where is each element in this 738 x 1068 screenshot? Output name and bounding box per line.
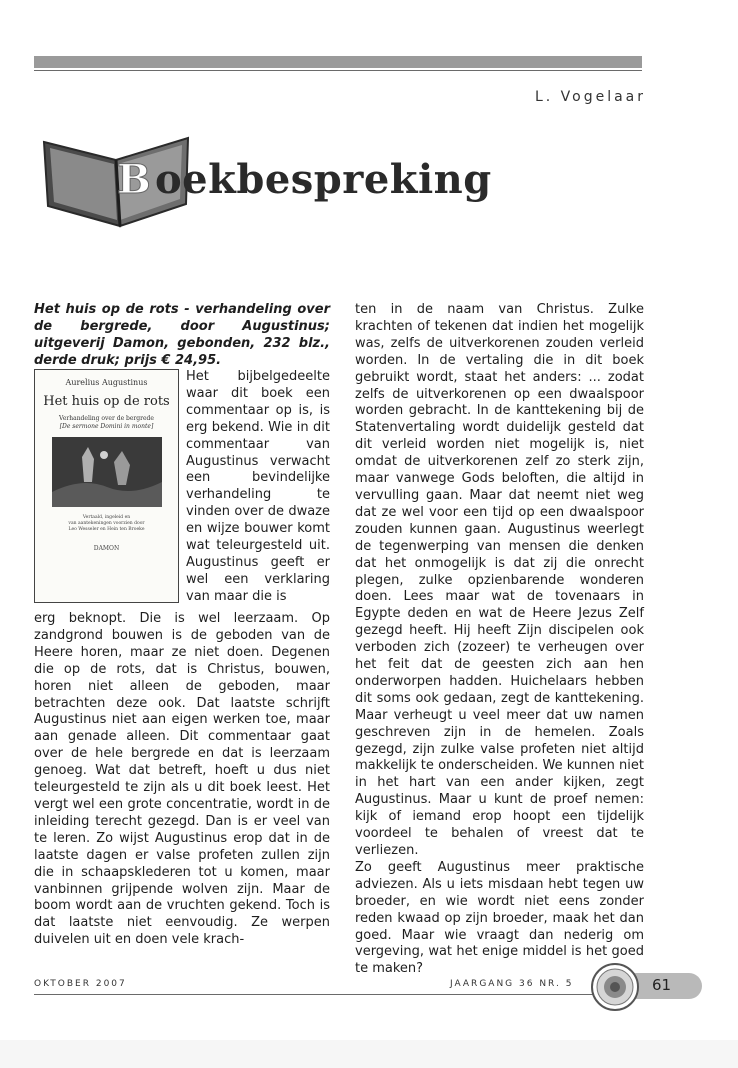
- article-author: L. Vogelaar: [534, 89, 646, 105]
- cover-title: Het huis op de rots: [43, 394, 170, 409]
- review-body-right-1: ten in de naam van Christus. Zulke krachten of tekenen dat indien het mogelijk was, zelfs de uitverkorenen zouden verleid worden. In de vertaling die in dit boek gebruikt wordt, staat het anders: ... zodat zelfs de uitverkorenen op een dwaalspoor worden gebracht. In de kanttekening bij de Statenvertaling wordt duidelijk gesteld dat dit verleid worden niet mogelijk is, niet omdat de uitverkorenen zelf zo sterk zijn, maar vanwege Gods beloften, die altijd in vervulling gaan. Maar dat neemt niet weg dat ze wel voor een tijd op een dwaalspoor zouden kunnen gaan. Augustinus weerlegt de tegenwerping van mensen die denken dat het onmogelijk is dat zij die onrecht plegen, zulke opzienbarende wonderen doen. Lees maar wat de tovenaars in Egypte deden en wat de Heere Jezus Zelf gezegd heeft. Hij heeft Zijn discipelen ook verboden zich (zozeer) te verheugen over het feit dat de geesten zich aan hen onderworpen hadden. Huichelaars hebben dit soms ook gedaan, zegt de kanttekening. Maar verheugt u veel meer dat uw namen geschreven zijn in de hemelen. Zoals gezegd, zijn zulke valse profeten niet altijd makkelijk te onderscheiden. We kunnen niet in het hart van een ander kijken, zegt Augustinus. Maar u kunt de proef nemen: kijk of iemand erop hoopt een tijdelijk voordeel te behalen of vreest dat te verliezen.: [355, 302, 644, 858]
- cover-author: Aurelius Augustinus: [65, 378, 148, 387]
- review-heading: Het huis op de rots - verhandeling over de bergrede, door Augustinus; uitgeverij Damon, gebonden, 232 blz., derde druk; prijs € 24,95.: [34, 302, 330, 368]
- review-intro: Het bijbelgedeelte waar dit boek een commentaar op is, is erg bekend. Wie in dit commentaar van Augustinus verwacht een bevindelijke verhandeling te vinden over de dwaze en wijze bouwer komt wat teleurgesteld uit. Augustinus geeft er wel een verklaring van maar die is: [186, 369, 330, 604]
- cover-artwork-icon: [52, 437, 162, 507]
- seal-icon: [590, 962, 640, 1012]
- page-number: 61: [652, 976, 672, 994]
- cover-credits-3: Leo Wesseler en Hein ten Broeke: [68, 527, 145, 532]
- footer-rule: [34, 994, 594, 995]
- left-column: [34, 302, 330, 370]
- header-rule: [34, 70, 642, 71]
- cover-credits-1: Vertaald, ingeleid en: [82, 515, 131, 520]
- cover-publisher: DAMON: [93, 545, 120, 552]
- cover-latin-title: [De sermone Domini in monte]: [59, 423, 154, 430]
- book-cover: [34, 369, 179, 603]
- cover-credits-2: van aantekeningen voorzien door: [68, 521, 145, 526]
- header-bar: [34, 56, 642, 68]
- page-bottom-margin: [0, 1040, 738, 1068]
- right-column: [355, 302, 644, 978]
- cover-subtitle: Verhandeling over de bergrede: [59, 415, 154, 422]
- issue-volume: JAARGANG 36 NR. 5: [450, 979, 574, 989]
- title-initial: B: [117, 156, 151, 203]
- issue-date: OKTOBER 2007: [34, 979, 127, 989]
- cover-illustration: [52, 437, 162, 507]
- review-body-right-2: Zo geeft Augustinus meer praktische adviezen. Als u iets misdaan hebt tegen uw broeder, en wie wordt niet eens zonder reden kwaad op zijn broeder, maak het dan goed. Maar wie vraagt dan nederig om vergeving, wat het enige middel is het goed te maken?: [355, 859, 644, 977]
- review-body-left: erg beknopt. Die is wel leerzaam. Op zandgrond bouwen is de geboden van de Heere horen, maar ze niet doen. Degenen die op de rots, dat is Christus, bouwen, horen niet alleen de geboden, maar betrachten deze ook. Dat laatste schrijft Augustinus niet aan eigen werken toe, maar aan genade alleen. Dit commentaar gaat over de hele bergrede en dat is leerzaam genoeg. Wat dat betreft, hoeft u dus niet teleurgesteld te zijn als u dit boek leest. Het vergt wel een grote concentratie, wordt in de inleiding terecht gezegd. Dan is er veel van te leren. Zo wijst Augustinus erop dat in de laatste dagen er valse profeten zullen zijn die in schaapsklederen tot u komen, maar vanbinnen grijpende wolven zijn. Maar de boom wordt aan de vruchten gekend. Toch is dat laatste niet eenvoudig. Ze werpen duivelen uit en doen vele krach-: [34, 611, 330, 948]
- left-body-column: [34, 611, 330, 949]
- wrapped-text-block: [186, 369, 330, 606]
- page-title: oekbespreking: [155, 156, 492, 203]
